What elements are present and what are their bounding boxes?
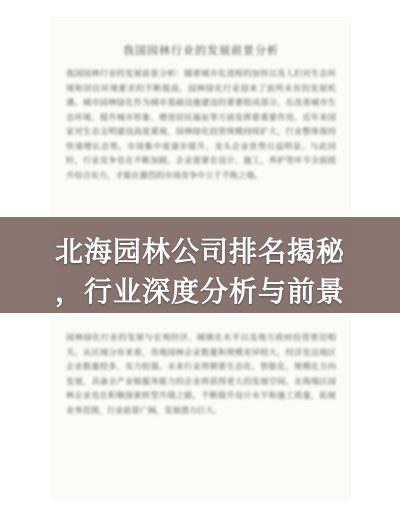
document-paragraph-1: 我国园林行业的发展前景分析：随着城市化进程的加快以及人们对生态环境和居住环境要求的不断提高，园林绿化行业迎来了前所未有的发展机遇。城市园林绿化作为城市基础设施建设的重要组成部分，在改善城市生态环境、提升城市形象、增进居民福祉等方面发挥着重要作用。近年来国家对生态文明建设高度重视，园林绿化投资规模持续扩大，行业整体保持快速增长态势，市场集中度逐步提升，龙头企业优势日益明显。与此同时，行业竞争也在不断加剧，企业需要在设计、施工、养护等环节全面提升综合实力，才能在激烈的市场竞争中立于不败之地。	[66, 68, 336, 180]
document-paragraph-2: 园林绿化行业的发展与宏观经济、城镇化水平以及地方政府投资密切相关。从区域分布来看，各地园林企业数量和规模差异较大，经济发达地区企业数量较多、实力较强。未来行业将朝着生态化、智能化、规模化方向发展，具备全产业链服务能力的企业将获得更大的发展空间。北海地区园林企业也在积极探索转型升级之路，不断提升设计水平和施工质量，拓展业务范围，行业前景广阔，发展潜力巨大。	[66, 332, 336, 415]
headline-line-1: 北海园林公司排名揭秘	[54, 235, 345, 268]
document-title: 我国园林行业的发展前景分析	[123, 44, 279, 57]
headline-line-2: ，行业深度分析与前景	[54, 275, 345, 308]
